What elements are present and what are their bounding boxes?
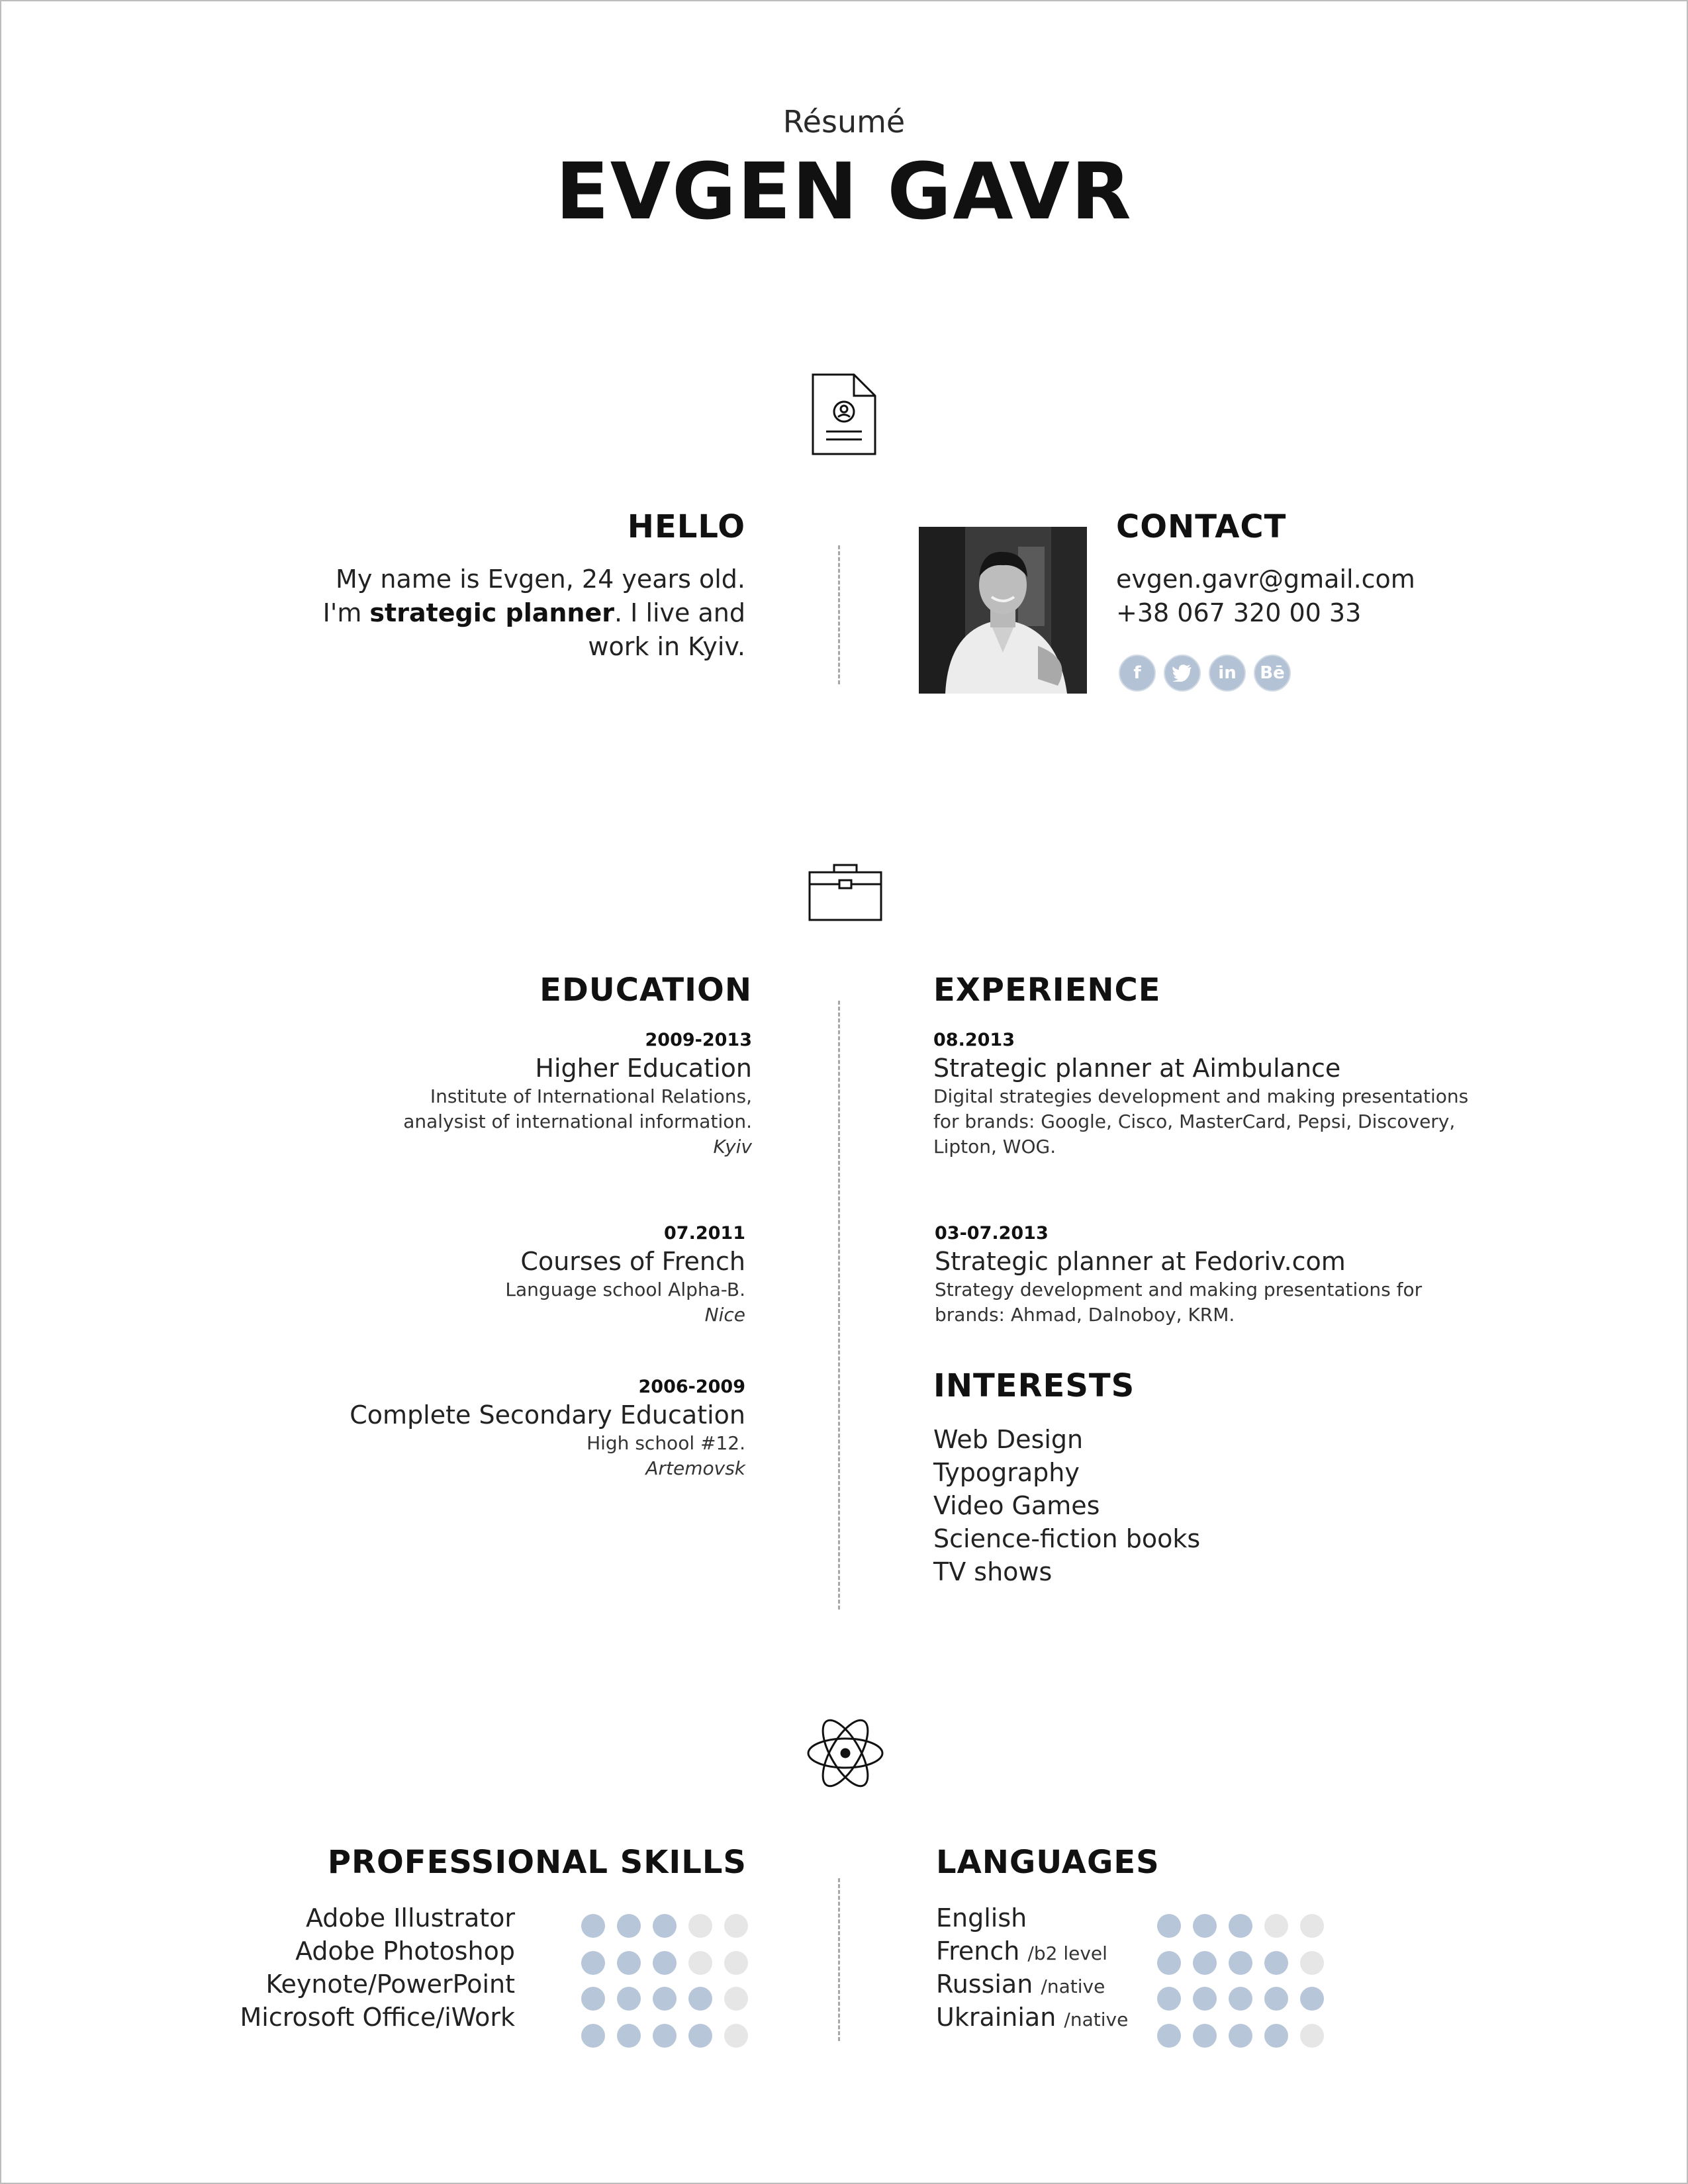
experience-item xyxy=(933,1028,1489,1160)
rating-dot-filled xyxy=(581,1914,605,1938)
language-level xyxy=(1157,1987,1324,2011)
interest-item: Typography xyxy=(933,1458,1080,1487)
rating-dot-filled xyxy=(617,2024,641,2048)
interests-heading: INTERESTS xyxy=(933,1367,1135,1404)
rating-dot-empty xyxy=(1300,2024,1324,2048)
rating-dot-empty xyxy=(1300,1914,1324,1938)
languages-heading: LANGUAGES xyxy=(936,1844,1160,1881)
hello-heading: HELLO xyxy=(627,508,745,545)
education-title: Courses of French xyxy=(520,1247,745,1276)
education-title: Higher Education xyxy=(535,1054,752,1083)
language-label xyxy=(936,1936,1107,1966)
education-date: 2009-2013 xyxy=(645,1030,752,1050)
rating-dot-filled xyxy=(1193,1914,1217,1938)
interest-item: Video Games xyxy=(933,1491,1100,1520)
experience-heading: EXPERIENCE xyxy=(933,972,1161,1009)
rating-dot-filled xyxy=(653,2024,677,2048)
atom-icon xyxy=(805,1711,886,1795)
divider-hello xyxy=(838,545,840,684)
experience-desc: for brands: Google, Cisco, MasterCard, Pepsi, Discovery, xyxy=(933,1111,1456,1132)
language-name: Ukrainian xyxy=(936,2003,1056,2032)
hello-line-1: My name is Evgen, 24 years old. xyxy=(336,565,745,594)
rating-dot-filled xyxy=(1193,2024,1217,2048)
experience-desc: brands: Ahmad, Dalnoboy, KRM. xyxy=(935,1304,1235,1326)
language-note: /native xyxy=(1064,2009,1129,2030)
skill-label: Adobe Illustrator xyxy=(305,1903,515,1933)
language-note: /b2 level xyxy=(1027,1942,1107,1964)
education-place: Kyiv xyxy=(713,1136,752,1158)
rating-dot-filled xyxy=(617,1914,641,1938)
experience-desc: Strategy development and making presentations for xyxy=(935,1279,1423,1300)
rating-dot-filled xyxy=(653,1987,677,2011)
language-label xyxy=(936,1970,1105,1999)
interest-item: Science-fiction books xyxy=(933,1524,1201,1553)
twitter-icon[interactable] xyxy=(1164,655,1201,692)
skills-heading: PROFESSIONAL SKILLS xyxy=(327,1844,747,1881)
education-heading: EDUCATION xyxy=(539,972,752,1009)
hello-line-2-post: . I live and xyxy=(614,598,745,627)
skill-label: Keynote/PowerPoint xyxy=(265,1970,515,1999)
experience-date: 08.2013 xyxy=(933,1030,1015,1050)
language-name: English xyxy=(936,1903,1027,1933)
rating-dot-filled xyxy=(581,1987,605,2011)
rating-dot-filled xyxy=(1300,1987,1324,2011)
rating-dot-filled xyxy=(1229,2024,1252,2048)
rating-dot-filled xyxy=(688,2024,712,2048)
profile-photo xyxy=(919,527,1087,694)
rating-dot-filled xyxy=(1193,1951,1217,1975)
education-item xyxy=(209,1028,752,1160)
interest-item: Web Design xyxy=(933,1425,1084,1454)
contact-phone[interactable]: +38 067 320 00 33 xyxy=(1116,598,1362,627)
resume-document-icon xyxy=(810,372,878,457)
rating-dot-filled xyxy=(617,1987,641,2011)
language-name: Russian xyxy=(936,1970,1033,1999)
rating-dot-filled xyxy=(1264,2024,1288,2048)
language-label xyxy=(936,2003,1128,2032)
rating-dot-filled xyxy=(1157,1951,1181,1975)
behance-icon[interactable]: Bē xyxy=(1254,655,1291,692)
education-item xyxy=(203,1222,745,1328)
education-place: Artemovsk xyxy=(645,1457,745,1479)
rating-dot-empty xyxy=(688,1914,712,1938)
rating-dot-empty xyxy=(724,2024,748,2048)
rating-dot-filled xyxy=(653,1914,677,1938)
social-links xyxy=(1119,655,1291,692)
rating-dot-empty xyxy=(1300,1951,1324,1975)
hello-line-2-pre: I'm xyxy=(322,598,370,627)
rating-dot-filled xyxy=(1264,1951,1288,1975)
education-desc: Institute of International Relations, xyxy=(430,1085,752,1107)
language-level xyxy=(1157,2024,1324,2048)
rating-dot-empty xyxy=(1264,1914,1288,1938)
education-item xyxy=(203,1375,745,1481)
skill-level xyxy=(581,1951,748,1975)
rating-dot-empty xyxy=(724,1914,748,1938)
rating-dot-filled xyxy=(653,1951,677,1975)
divider-education xyxy=(838,1001,840,1610)
experience-date: 03-07.2013 xyxy=(935,1223,1049,1244)
rating-dot-filled xyxy=(1157,1987,1181,2011)
education-date: 2006-2009 xyxy=(638,1377,745,1397)
hello-line-2 xyxy=(282,596,745,630)
interests-list xyxy=(933,1423,1200,1588)
experience-desc: Lipton, WOG. xyxy=(933,1136,1056,1158)
rating-dot-filled xyxy=(581,2024,605,2048)
rating-dot-filled xyxy=(1229,1951,1252,1975)
contact-email[interactable]: evgen.gavr@gmail.com xyxy=(1116,565,1415,594)
facebook-icon[interactable]: f xyxy=(1119,655,1156,692)
experience-title: Strategic planner at Fedoriv.com xyxy=(935,1247,1346,1276)
skill-level xyxy=(581,2024,748,2048)
briefcase-icon xyxy=(808,863,883,923)
job-title-highlight: strategic planner xyxy=(369,598,614,627)
language-label xyxy=(936,1903,1027,1933)
education-date: 07.2011 xyxy=(664,1223,745,1244)
rating-dot-filled xyxy=(1264,1987,1288,2011)
rating-dot-filled xyxy=(1229,1914,1252,1938)
skill-label: Microsoft Office/iWork xyxy=(240,2003,515,2032)
divider-skills xyxy=(838,1878,840,2041)
hello-line-3: work in Kyiv. xyxy=(588,632,745,661)
rating-dot-filled xyxy=(617,1951,641,1975)
skill-level xyxy=(581,1914,748,1938)
rating-dot-empty xyxy=(688,1951,712,1975)
rating-dot-filled xyxy=(1157,1914,1181,1938)
rating-dot-filled xyxy=(1157,2024,1181,2048)
experience-title: Strategic planner at Aimbulance xyxy=(933,1054,1341,1083)
skill-level xyxy=(581,1987,748,2011)
rating-dot-filled xyxy=(581,1951,605,1975)
rating-dot-filled xyxy=(1229,1987,1252,2011)
language-level xyxy=(1157,1951,1324,1975)
linkedin-icon[interactable]: in xyxy=(1209,655,1246,692)
person-name: EVGEN GAVR xyxy=(555,146,1133,237)
language-note: /native xyxy=(1041,1976,1105,1997)
rating-dot-filled xyxy=(1193,1987,1217,2011)
education-desc: Language school Alpha-B. xyxy=(505,1279,745,1300)
education-place: Nice xyxy=(704,1304,745,1326)
rating-dot-empty xyxy=(724,1951,748,1975)
education-desc: High school #12. xyxy=(586,1432,745,1454)
hello-intro xyxy=(282,563,745,664)
contact-heading: CONTACT xyxy=(1116,508,1287,545)
language-level xyxy=(1157,1914,1324,1938)
skill-label: Adobe Photoshop xyxy=(295,1936,515,1966)
experience-item xyxy=(935,1222,1491,1328)
experience-desc: Digital strategies development and making presentations xyxy=(933,1085,1469,1107)
rating-dot-filled xyxy=(688,1987,712,2011)
interest-item: TV shows xyxy=(933,1557,1053,1586)
language-name: French xyxy=(936,1936,1020,1966)
rating-dot-empty xyxy=(724,1987,748,2011)
resume-subtitle: Résumé xyxy=(782,104,906,140)
education-desc: analysist of international information. xyxy=(403,1111,752,1132)
education-title: Complete Secondary Education xyxy=(350,1400,745,1430)
